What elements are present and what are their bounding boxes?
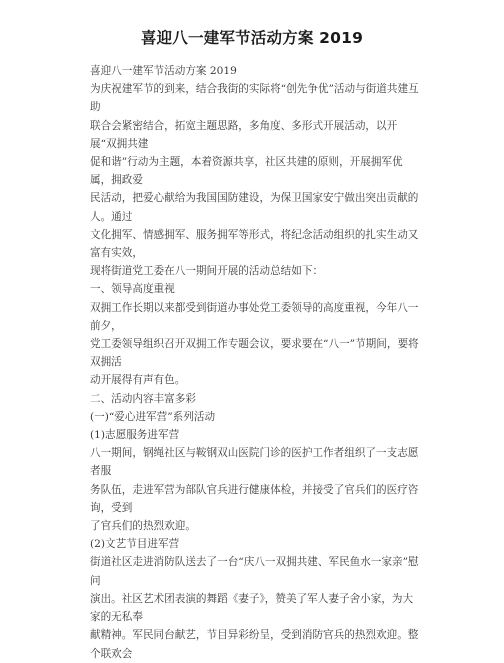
document-body xyxy=(90,62,420,663)
paragraph-intro: 为庆祝建军节的到来，结合我街的实际将“创先争优”活动与街道共建互助 联合会紧密结合，拓宽主题思路，多角度、多形式开展活动，以开展“双拥共建 促和谐”行动为主题，本着资源共享，社区共建的原则，开展拥军优属，拥政爱 民活动，把爱心献给为我国国防建设，为保卫国家安宁做出突出贡献的人。通过 文化拥军、情感拥军、服务拥军等形式，将纪念活动组织的扎实生动又富有实效， 现将街道党工委在八一期间开展的活动总结如下： xyxy=(90,83,419,278)
paragraph-performance: 街道社区走进消防队送去了一台“庆八一双拥共建、军民鱼水一家亲”慰问 演出。社区艺术团表演的舞蹈《妻子》，赞美了军人妻子舍小家，为大家的无私奉 献精神。军民同台献艺，节目异彩纷呈，受到消防官兵的热烈欢迎。整个联欢会 xyxy=(90,556,419,660)
paragraph-leadership: 双拥工作长期以来都受到街道办事处党工委领导的高度重视，今年八一前夕， 党工委领导组织召开双拥工作专题会议，要求要在“八一”节期间，要将双拥活 动开展得有声有色。 xyxy=(90,301,419,387)
subheading-volunteer: (1)志愿服务进军营 xyxy=(90,429,180,442)
subheading-love-camp: (一)“爱心进军营”系列活动 xyxy=(90,410,216,423)
subheading-performance: (2)文艺节目进军营 xyxy=(90,538,180,551)
document-title: 喜迎八一建军节活动方案 2019 xyxy=(140,29,364,47)
paragraph-subtitle: 喜迎八一建军节活动方案 2019 xyxy=(90,65,237,77)
heading-activities: 二、活动内容丰富多彩 xyxy=(90,392,196,405)
paragraph-volunteer: 八一期间，钢绳社区与鞍钢双山医院门诊的医护工作者组织了一支志愿者服 务队伍，走进军营为部队官兵进行健康体检，并接受了官兵们的医疗咨询，受到 了官兵们的热烈欢迎。 xyxy=(90,447,419,533)
heading-leadership: 一、领导高度重视 xyxy=(90,283,175,296)
